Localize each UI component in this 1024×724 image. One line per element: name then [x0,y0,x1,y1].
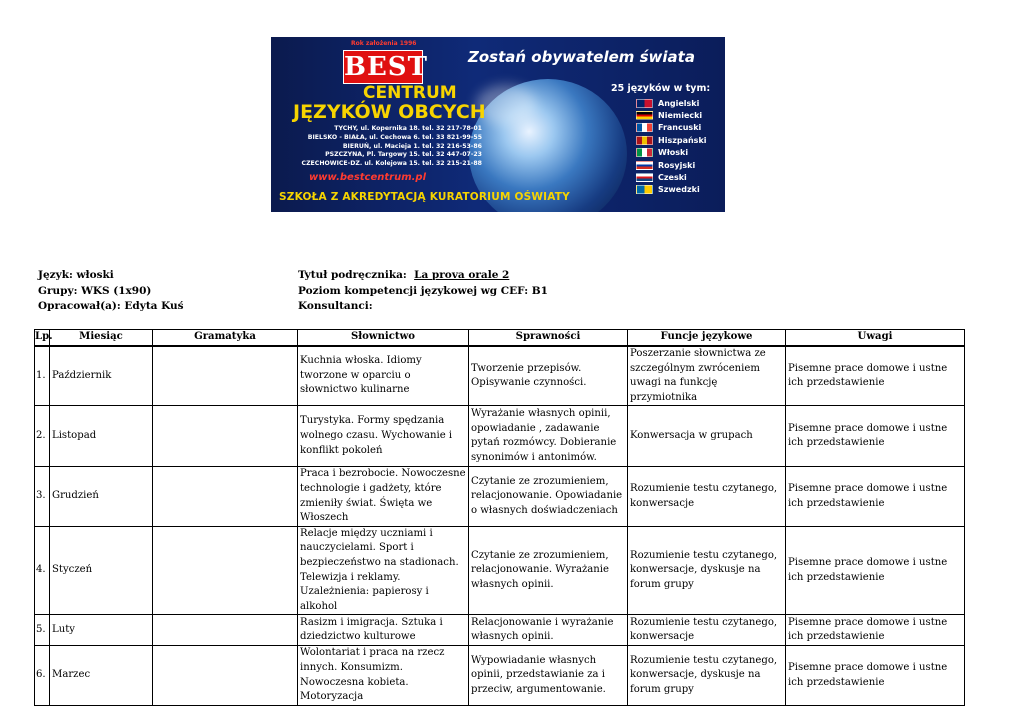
table-row [35,467,965,526]
cell-lp: 2. [35,406,50,467]
cell-sprawnosci: Czytanie ze zrozumieniem, relacjonowanie. Wyrażanie własnych opinii. [469,526,628,615]
language-item [636,97,707,109]
cell-sprawnosci: Czytanie ze zrozumieniem, relacjonowanie. Opowiadanie o własnych doświadczeniach [469,467,628,526]
table-row [35,615,965,646]
language-name: Rosyjski [658,160,696,170]
cell-funkcje: Konwersacja w grupach [628,406,786,467]
cell-funkcje: Rozumienie testu czytanego, konwersacje, dyskusje na forum grupy [628,646,786,705]
course-info-right [298,268,548,315]
curriculum-table [34,329,965,706]
cell-sprawnosci: Wyrażanie własnych opinii, opowiadanie , zadawanie pytań rozmówcy. Dobieranie synonimów i antonimów. [469,406,628,467]
header-gramatyka: Gramatyka [153,330,298,347]
author-label: Opracował(a): Edyta Kuś [38,300,184,312]
flag-icon [636,148,653,157]
cell-miesiac: Październik [50,346,153,406]
address-line: PSZCZYNA, Pl. Targowy 15. tel. 32 447-07-23 [325,151,482,159]
cef-level: Poziom kompetencji językowej wg CEF: B1 [298,284,548,297]
cell-slownictwo: Praca i bezrobocie. Nowoczesne technologie i gadżety, które zmieniły świat. Święta we Włoszech [298,467,469,526]
language-item [636,134,707,146]
banner-jezykow: JĘZYKÓW OBCYCH [293,101,486,123]
flag-icon [636,123,653,132]
cell-slownictwo: Wolontariat i praca na rzecz innych. Konsumizm. Nowoczesna kobieta. Motoryzacja [298,646,469,705]
school-banner [271,37,725,212]
groups-label: Grupy: WKS (1x90) [38,284,152,297]
cell-lp: 5. [35,615,50,646]
flag-icon [636,111,653,120]
cell-sprawnosci: Wypowiadanie własnych opinii, przedstawianie za i przeciw, argumentowanie. [469,646,628,705]
cell-gramatyka [153,467,298,526]
cell-sprawnosci: Relacjonowanie i wyrażanie własnych opinii. [469,615,628,646]
cell-uwagi: Pisemne prace domowe i ustne ich przedstawienie [786,346,965,406]
cell-lp: 1. [35,346,50,406]
language-name: Niemiecki [658,111,703,121]
cell-sprawnosci: Tworzenie przepisów. Opisywanie czynności. [469,346,628,406]
language-item [636,109,707,121]
cell-slownictwo: Kuchnia włoska. Idiomy tworzone w oparciu o słownictwo kulinarne [298,346,469,406]
header-miesiac: Miesiąc [50,330,153,347]
header-uwagi: Uwagi [786,330,965,347]
table-row [35,346,965,406]
cell-slownictwo: Relacje między uczniami i nauczycielami. Sport i bezpieczeństwo na stadionach. Telewizja i reklamy. Uzależnienia: papierosy i alkohol [298,526,469,615]
cell-funkcje: Rozumienie testu czytanego, konwersacje [628,467,786,526]
consultants-label: Konsultanci: [298,300,373,312]
textbook-label: Tytuł podręcznika: [298,269,407,281]
languages-list [636,97,707,196]
course-info-left [38,268,184,315]
textbook-title: La prova orale 2 [414,269,510,281]
header-slownictwo: Słownictwo [298,330,469,347]
cell-miesiac: Grudzień [50,467,153,526]
flag-icon [636,99,653,108]
textbook-line [298,268,548,284]
language-item [636,184,707,196]
cell-uwagi: Pisemne prace domowe i ustne ich przedstawienie [786,467,965,526]
languages-heading: 25 języków w tym: [611,83,711,94]
cell-miesiac: Luty [50,615,153,646]
language-item [636,147,707,159]
flag-icon [636,161,653,170]
cell-lp: 4. [35,526,50,615]
table-row [35,646,965,705]
cell-uwagi: Pisemne prace domowe i ustne ich przedstawienie [786,615,965,646]
language-label: Język: włoski [38,269,114,281]
cell-lp: 6. [35,646,50,705]
cell-uwagi: Pisemne prace domowe i ustne ich przedstawienie [786,526,965,615]
flag-icon [636,173,653,182]
header-sprawnosci: Sprawności [469,330,628,347]
banner-addresses [277,125,482,169]
best-logo: BEST [344,52,428,82]
banner-accreditation: SZKOŁA Z AKREDYTACJĄ KURATORIUM OŚWIATY [279,191,570,203]
address-line: BIERUŃ, ul. Macieja 1. tel. 32 216-53-86 [342,142,482,150]
cell-funkcje: Rozumienie testu czytanego, konwersacje [628,615,786,646]
flag-icon [636,185,653,194]
header-funkcje: Funcje językowe [628,330,786,347]
header-lp: Lp. [35,330,50,347]
cell-uwagi: Pisemne prace domowe i ustne ich przedstawienie [786,646,965,705]
language-name: Czeski [658,173,687,183]
language-name: Włoski [658,148,689,158]
cell-miesiac: Marzec [50,646,153,705]
cell-gramatyka [153,346,298,406]
cell-miesiac: Listopad [50,406,153,467]
address-line: TYCHY, ul. Kopernika 18. tel. 32 217-78-01 [334,125,482,132]
address-line: CZECHOWICE-DZ. ul. Kolejowa 15. tel. 32 215-21-88 [301,160,482,168]
language-item [636,122,707,134]
cell-uwagi: Pisemne prace domowe i ustne ich przedstawienie [786,406,965,467]
cell-gramatyka [153,646,298,705]
banner-website: www.bestcentrum.pl [309,172,427,183]
flag-icon [636,136,653,145]
table-row [35,406,965,467]
language-name: Angielski [658,98,700,108]
banner-slogan: Zostań obywatelem świata [468,48,695,66]
cell-gramatyka [153,615,298,646]
cell-slownictwo: Rasizm i imigracja. Sztuka i dziedzictwo kulturowe [298,615,469,646]
table-header-row [35,330,965,347]
cell-funkcje: Rozumienie testu czytanego, konwersacje, dyskusje na forum grupy [628,526,786,615]
cell-miesiac: Styczeń [50,526,153,615]
language-name: Francuski [658,123,702,133]
banner-centrum: CENTRUM [363,83,457,103]
cell-lp: 3. [35,467,50,526]
language-name: Szwedzki [658,185,700,195]
language-name: Hiszpański [658,135,707,145]
language-item [636,159,707,171]
language-item [636,171,707,183]
cell-gramatyka [153,526,298,615]
table-row [35,526,965,615]
cell-funkcje: Poszerzanie słownictwa ze szczególnym zwróceniem uwagi na funkcję przymiotnika [628,346,786,406]
cell-gramatyka [153,406,298,467]
cell-slownictwo: Turystyka. Formy spędzania wolnego czasu. Wychowanie i konflikt pokoleń [298,406,469,467]
banner-founded: Rok założenia 1996 [351,40,417,47]
address-line: BIELSKO - BIAŁA, ul. Cechowa 6. tel. 33 821-99-55 [307,133,482,141]
